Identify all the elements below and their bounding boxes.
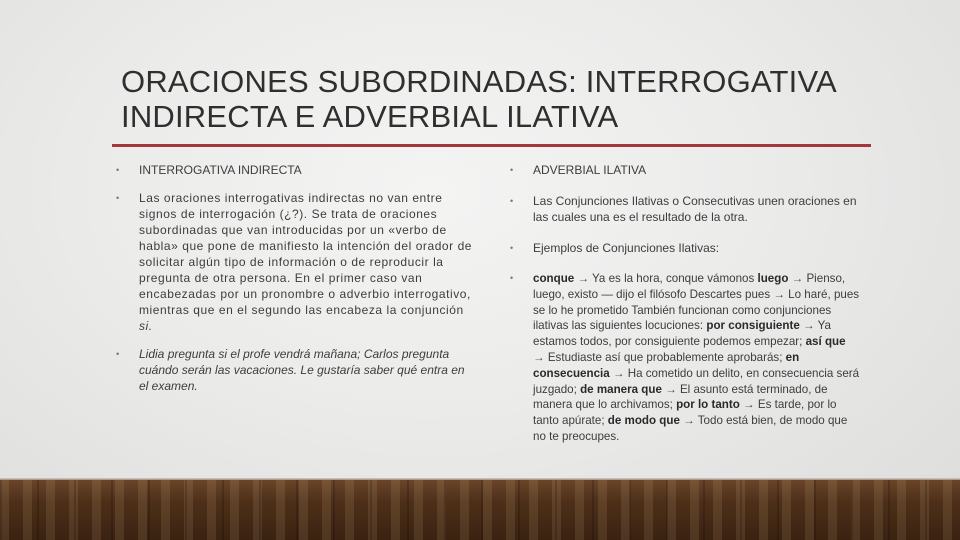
left-example-text: Lidia pregunta si el profe vendrá mañana; Carlos pregunta cuándo serán las vacaciones. Le gustaría saber qué entra en el examen. bbox=[139, 347, 465, 393]
bullet-icon: • bbox=[116, 165, 120, 175]
term-de-manera-que: de manera que bbox=[580, 382, 662, 396]
example-text: → Estudiaste así que probablemente aprobarás; bbox=[533, 350, 786, 364]
left-heading-item bbox=[116, 162, 476, 178]
term-por-consiguiente: por consiguiente bbox=[706, 319, 800, 333]
left-body-item bbox=[116, 190, 476, 334]
right-examples-heading-item bbox=[510, 240, 860, 256]
bullet-icon: • bbox=[510, 165, 514, 175]
right-heading-item bbox=[510, 162, 860, 178]
term-por-lo-tanto: por lo tanto bbox=[676, 398, 740, 412]
left-heading: INTERROGATIVA INDIRECTA bbox=[139, 163, 302, 177]
example-text: → Pienso, luego, existo — dijo el filósofo Descartes pues → Lo haré, pues se lo he prometido También funcionan como conjunciones ilativas las siguientes locuciones: bbox=[533, 272, 860, 333]
example-text: → Ya es la hora, conque vámonos bbox=[574, 272, 758, 285]
right-column bbox=[510, 162, 860, 460]
title-underline bbox=[112, 144, 871, 147]
left-column bbox=[116, 162, 476, 406]
term-asi-que: así que bbox=[805, 335, 846, 349]
example-text: → Es tarde, por lo tanto apúrate; bbox=[533, 398, 837, 428]
example-text: → Ya estamos todos, por consiguiente podemos empezar; bbox=[533, 319, 831, 349]
term-en-consecuencia: en consecuencia bbox=[533, 350, 800, 380]
title-line-2: INDIRECTA E ADVERBIAL ILATIVA bbox=[121, 99, 619, 134]
example-text: → Todo está bien, de modo que no te preocupes. bbox=[533, 414, 848, 443]
wooden-floor bbox=[0, 480, 960, 540]
title-line-1: ORACIONES SUBORDINADAS: INTERROGATIVA bbox=[121, 64, 837, 99]
right-examples-item bbox=[510, 271, 860, 445]
bullet-icon: • bbox=[510, 243, 514, 253]
term-conque: conque bbox=[533, 272, 575, 285]
slide-title bbox=[121, 64, 901, 134]
left-body-text: Las oraciones interrogativas indirectas no van entre signos de interrogación (¿?). Se trata de oraciones subordinadas que van introducidas por un «verbo de habla» que pone de manifiesto la intención del orador de solicitar algún tipo de información o de reproducir la pregunta de otra persona. En el primer caso van encabezadas por un pronombre o adverbio interrogativo, mientras que en el segundo las encabeza la conjunción bbox=[139, 191, 473, 317]
right-definition: Las Conjunciones Ilativas o Consecutivas unen oraciones en las cuales una es el resultado de la otra. bbox=[533, 194, 857, 224]
left-example-item bbox=[116, 346, 476, 394]
example-text: → El asunto está terminado, de manera que lo archivamos; bbox=[533, 382, 828, 412]
term-luego: luego bbox=[757, 272, 789, 285]
examples-paragraph bbox=[533, 272, 859, 443]
right-heading: ADVERBIAL ILATIVA bbox=[533, 163, 647, 177]
example-text: → Ha cometido un delito, en consecuencia será juzgado; bbox=[533, 366, 860, 396]
right-definition-item bbox=[510, 193, 860, 225]
bullet-icon: • bbox=[510, 196, 514, 206]
bullet-icon: • bbox=[116, 193, 120, 203]
left-body-italic: si. bbox=[139, 319, 153, 333]
right-examples-heading: Ejemplos de Conjunciones Ilativas: bbox=[533, 241, 720, 255]
bullet-icon: • bbox=[510, 273, 514, 283]
term-de-modo-que: de modo que bbox=[607, 414, 680, 428]
bullet-icon: • bbox=[116, 349, 120, 359]
